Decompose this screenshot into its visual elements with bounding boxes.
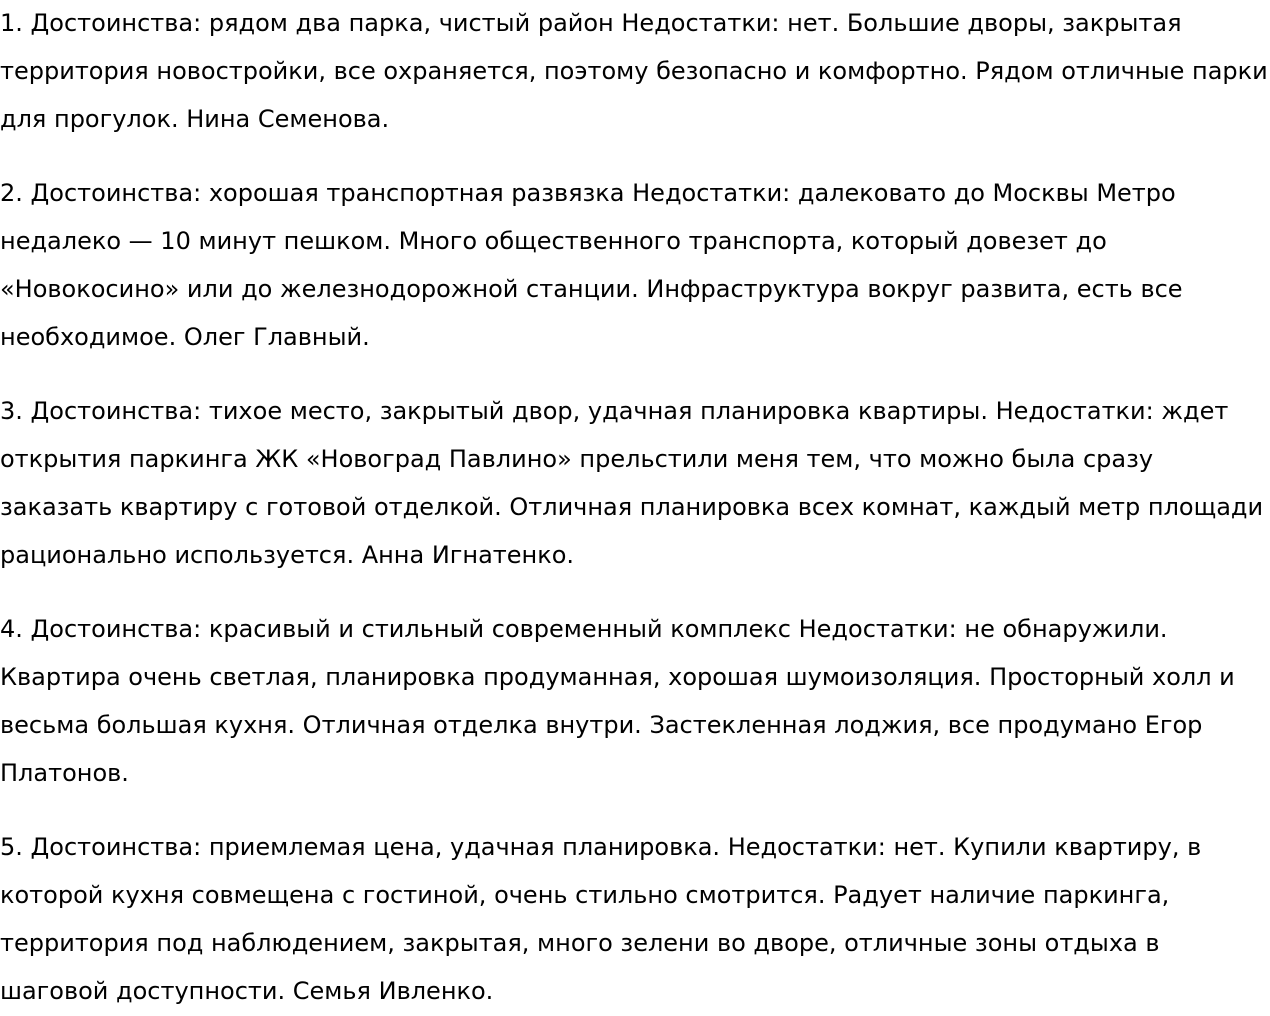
review-item [0, 606, 1270, 798]
review-item [0, 388, 1270, 580]
review-text: 2. Достоинства: хорошая транспортная развязка Недостатки: далековато до Москвы Метро недалеко — 10 минут пешком. Много общественного транспорта, который довезет до «Новокосино» или до железнодорожной станции. Инфраструктура вокруг развита, есть все необходимое. Олег Главный. [0, 179, 1183, 351]
review-text: 3. Достоинства: тихое место, закрытый двор, удачная планировка квартиры. Недостатки: ждет открытия паркинга ЖК «Новоград Павлино» прельстили меня тем, что можно была сразу заказать квартиру с готовой отделкой. Отличная планировка всех комнат, каждый метр площади рационально используется. Анна Игнатенко. [0, 397, 1264, 569]
review-item [0, 824, 1270, 1016]
review-text: 5. Достоинства: приемлемая цена, удачная планировка. Недостатки: нет. Купили квартиру, в которой кухня совмещена с гостиной, очень стильно смотрится. Радует наличие паркинга, территория под наблюдением, закрытая, много зелени во дворе, отличные зоны отдыха в шаговой доступности. Семья Ивленко. [0, 833, 1202, 1005]
review-item [0, 170, 1270, 362]
review-item [0, 0, 1270, 144]
review-text: 4. Достоинства: красивый и стильный современный комплекс Недостатки: не обнаружили. Квартира очень светлая, планировка продуманная, хорошая шумоизоляция. Просторный холл и весьма большая кухня. Отличная отделка внутри. Застекленная лоджия, все продумано Егор Платонов. [0, 615, 1235, 787]
review-text: 1. Достоинства: рядом два парка, чистый район Недостатки: нет. Большие дворы, закрытая территория новостройки, все охраняется, поэтому безопасно и комфортно. Рядом отличные парки для прогулок. Нина Семенова. [0, 9, 1268, 133]
